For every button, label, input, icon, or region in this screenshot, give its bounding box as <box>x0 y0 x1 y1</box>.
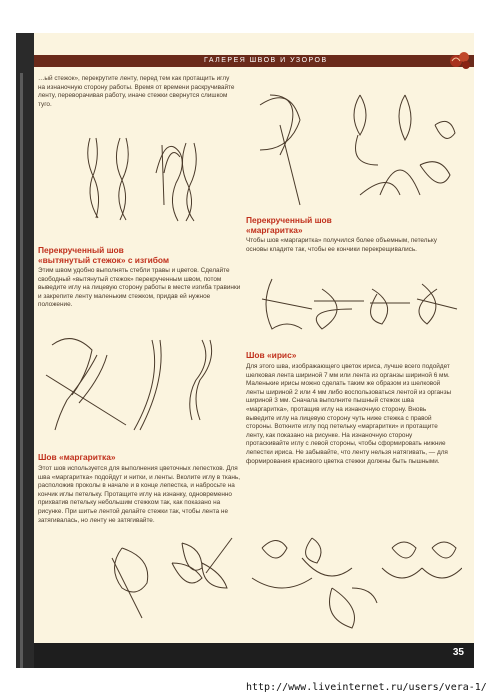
page-header-title: ГАЛЕРЕЯ ШВОВ И УЗОРОВ <box>204 57 328 64</box>
section-body-twisted-daisy: Чтобы шов «маргаритка» получился более объемным, петельку основы кладите так, чтобы ее кончики перекрещивались. <box>246 237 437 253</box>
section-heading-iris: Шов «ирис» <box>246 350 297 360</box>
twisted-daisy-illustration <box>240 85 460 210</box>
ribbon-rose-logo <box>444 47 474 73</box>
section-body-daisy: Этот шов используется для выполнения цветочных лепестков. Для шва «маргаритка» подойдут и нитки, и ленты. Вколите иглу в ткань, расположив проколы в начале и в конце лепестка, и набросьте на кончик иглы петельку. Протащите иглу на изнанку, одновременно прихватив петельку небольшим стежком так, как показано на рисунке. При шитье лентой делайте стежки так, чтобы лента не затягивалась, но ленту не затягивайте. <box>38 465 241 524</box>
section-heading-twisted-bend: Перекрученный шов «вытянутый стежок» с изгибом <box>38 245 170 265</box>
page-number: 35 <box>452 647 464 658</box>
header-bar <box>34 55 474 67</box>
intro-paragraph: …ый стежок», перекрутите ленту, перед тем как протащить иглу на изнаночную сторону работы. Время от времени раскручивайте ленту, переворачивая работу, иначе стежки свернутся слишком туго. <box>38 75 235 108</box>
watermark-url: http://www.liveinternet.ru/users/vera-1/ <box>246 682 487 693</box>
sidebar-stripe <box>20 73 23 668</box>
bent-stem-illustration <box>42 325 242 440</box>
iris-stitch-illustration <box>242 528 462 633</box>
section-body-twisted-bend: Этим швом удобно выполнять стебли травы и цветов. Сделайте свободный «вытянутый стежок» перекрученным швом, потом выведите иглу на лицевую сторону работы в месте изгиба травинки и закрепите ленту маленьким стежком, придав ей нужное положение. <box>38 267 241 309</box>
daisy-stitch-illustration <box>102 528 242 628</box>
section-heading-twisted-daisy: Перекрученный шов «маргаритка» <box>246 215 332 235</box>
footer-bar <box>34 643 474 668</box>
section-heading-daisy: Шов «маргаритка» <box>38 452 116 462</box>
twisted-stitch-illustration <box>76 133 216 223</box>
left-sidebar-bar <box>16 33 34 668</box>
magazine-page <box>16 33 474 668</box>
section-body-iris: Для этого шва, изображающего цветок ириса, лучше всего подойдет шелковая лента шириной 7 мм или лента из органзы шириной 6 мм. Маленькие ирисы можно сделать таким же образом из шелковой ленты шириной 2 или 4 мм либо воспользоваться лентой из органзы шириной 3 мм. Сначала выполните пышный стежок шва «маргаритка», протащив иглу на изнаночную сторону. Вновь выведите иглу на лицевую сторону чуть ниже стежка с правой стороны. Воткните иглу под петельку «маргаритки» и протащите ленту, как показано на рисунке. На изнаночную сторону протаскивайте иглу с левой стороны, чтобы сформировать нижние лепестки ириса. Не забывайте, что ленту нельзя натягивать, — для формирования красивого цветка стежки должны быть пышными. <box>246 363 452 465</box>
crossed-loop-illustration <box>252 269 462 339</box>
